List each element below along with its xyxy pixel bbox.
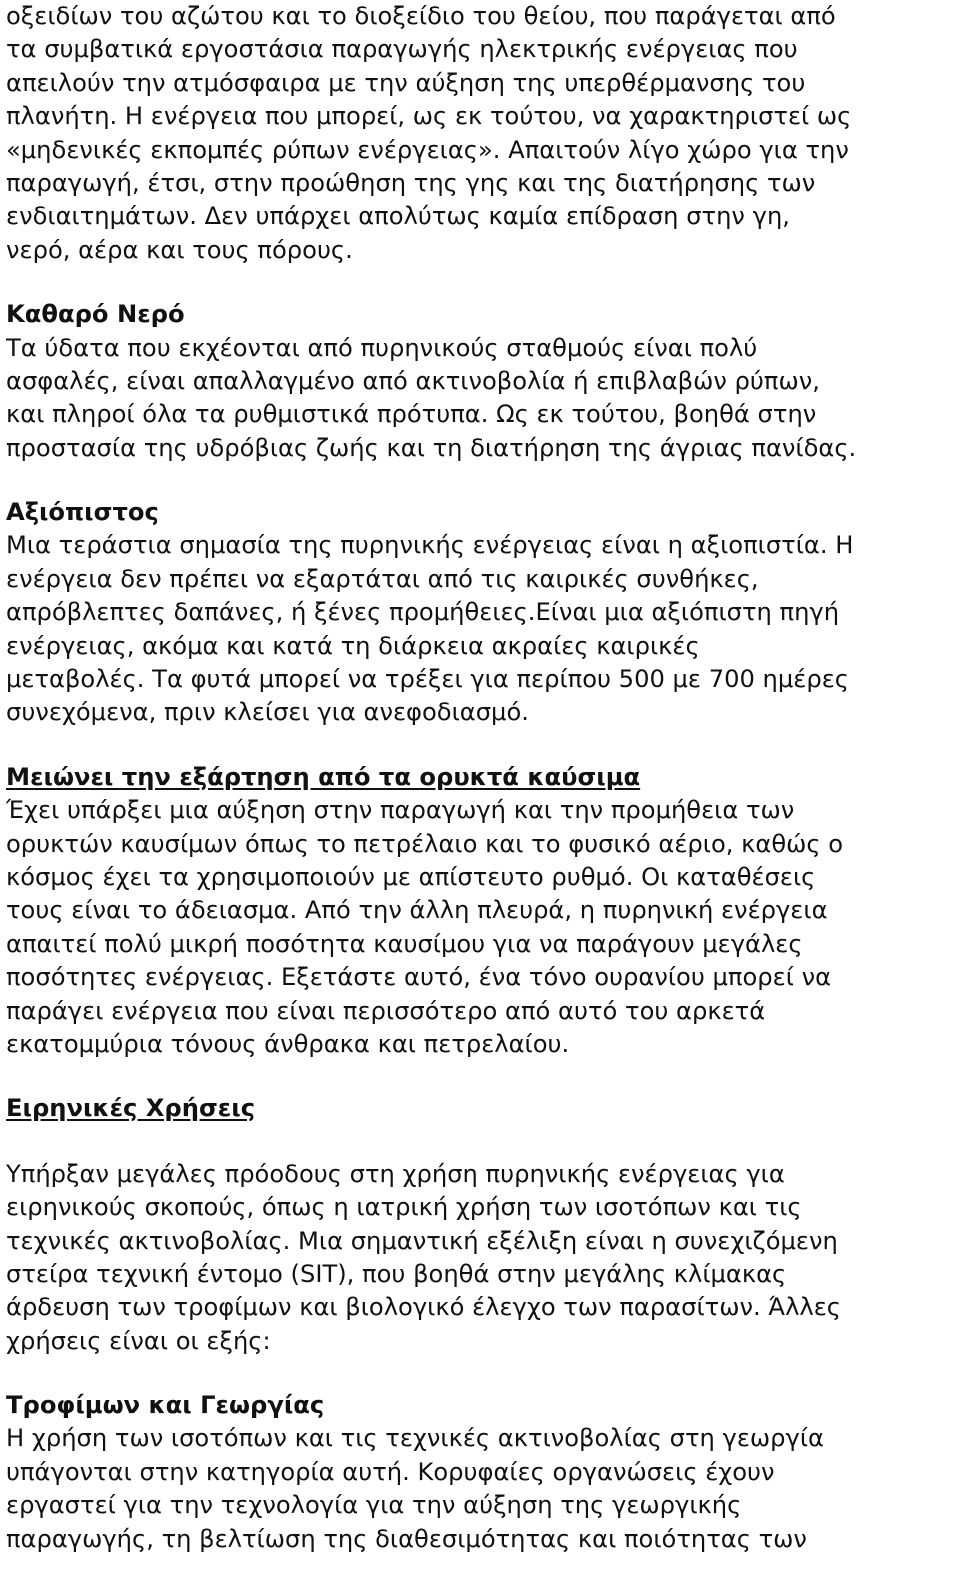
- text-line: ειρηνικούς σκοπούς, όπως η ιατρική χρήση των ισοτόπων και τις: [6, 1193, 802, 1222]
- spacer: [6, 465, 954, 496]
- section-fossil-fuels: [6, 761, 954, 1062]
- text-line: Έχει υπάρξει μια αύξηση στην παραγωγή και την προμήθεια των: [6, 796, 795, 825]
- section-heading: Μειώνει την εξάρτηση από τα ορυκτά καύσιμα: [6, 762, 641, 791]
- text-line: ενδιαιτημάτων. Δεν υπάρχει απολύτως καμία επίδραση στην γη,: [6, 202, 790, 231]
- intro-paragraph: [6, 0, 954, 267]
- text-line: οξειδίων του αζώτου και το διοξείδιο του θείου, που παράγεται από: [6, 2, 836, 30]
- section-clean-water: [6, 298, 954, 465]
- section-heading: Αξιόπιστος: [6, 498, 159, 527]
- text-line: Η χρήση των ισοτόπων και τις τεχνικές ακτινοβολίας στη γεωργία: [6, 1424, 824, 1453]
- section-reliable: [6, 496, 954, 730]
- text-line: ποσότητες ενέργειας. Εξετάστε αυτό, ένα τόνο ουρανίου μπορεί να: [6, 963, 832, 992]
- spacer: [6, 1358, 954, 1389]
- text-line: και πληροί όλα τα ρυθμιστικά πρότυπα. Ως εκ τούτου, βοηθά στην: [6, 400, 817, 429]
- text-line: προστασία της υδρόβιας ζωής και τη διατήρηση της άγριας πανίδας.: [6, 433, 857, 462]
- section-peaceful-uses: [6, 1092, 954, 1358]
- text-line: άρδευση των τροφίμων και βιολογικό έλεγχο των παρασίτων. Άλλες: [6, 1293, 841, 1322]
- spacer: [6, 730, 954, 761]
- text-line: τους είναι το άδειασμα. Από την άλλη πλευρά, η πυρηνική ενέργεια: [6, 896, 828, 925]
- text-line: παραγωγής, τη βελτίωση της διαθεσιμότητας και ποιότητας των: [6, 1524, 807, 1553]
- text-line: στείρα τεχνική έντομο (SIT), που βοηθά στην μεγάλης κλίμακας: [6, 1259, 787, 1288]
- text-line: υπάγονται στην κατηγορία αυτή. Κορυφαίες οργανώσεις έχουν: [6, 1457, 775, 1486]
- text-line: τα συμβατικά εργοστάσια παραγωγής ηλεκτρικής ενέργειας που: [6, 35, 798, 64]
- text-line: Υπήρξαν μεγάλες πρόοδους στη χρήση πυρηνικής ενέργειας για: [6, 1159, 785, 1188]
- text-line: απαιτεί πολύ μικρή ποσότητα καυσίμου για να παράγουν μεγάλες: [6, 929, 803, 958]
- text-line: απειλούν την ατμόσφαιρα με την αύξηση της υπερθέρμανσης του: [6, 68, 806, 97]
- spacer: [6, 1061, 954, 1092]
- text-line: απρόβλεπτες δαπάνες, ή ξένες προμήθειες.Είναι μια αξιόπιστη πηγή: [6, 598, 840, 627]
- text-line: πλανήτη. Η ενέργεια που μπορεί, ως εκ τούτου, να χαρακτηριστεί ως: [6, 102, 852, 131]
- text-line: «μηδενικές εκπομπές ρύπων ενέργειας». Απαιτούν λίγο χώρο για την: [6, 135, 849, 164]
- text-line: συνεχόμενα, πριν κλείσει για ανεφοδιασμό.: [6, 698, 529, 727]
- spacer: [6, 1126, 954, 1158]
- text-line: ορυκτών καυσίμων όπως το πετρέλαιο και το φυσικό αέριο, καθώς ο: [6, 829, 844, 858]
- document-page: [6, 0, 954, 1556]
- text-line: εργαστεί για την τεχνολογία για την αύξηση της γεωργικής: [6, 1491, 742, 1520]
- text-line: ενέργεια δεν πρέπει να εξαρτάται από τις καιρικές συνθήκες,: [6, 564, 759, 593]
- text-line: ενέργειας, ακόμα και κατά τη διάρκεια ακραίες καιρικές: [6, 631, 700, 660]
- text-line: εκατομμύρια τόνους άνθρακα και πετρελαίου.: [6, 1029, 570, 1058]
- section-heading: Ειρηνικές Χρήσεις: [6, 1094, 256, 1123]
- text-line: μεταβολές. Τα φυτά μπορεί να τρέξει για περίπου 500 με 700 ημέρες: [6, 665, 849, 694]
- section-heading: Καθαρό Νερό: [6, 300, 185, 329]
- text-line: νερό, αέρα και τους πόρους.: [6, 235, 353, 264]
- spacer: [6, 267, 954, 298]
- text-line: παράγει ενέργεια που είναι περισσότερο από αυτό του αρκετά: [6, 996, 766, 1025]
- text-line: παραγωγή, έτσι, στην προώθηση της γης και της διατήρησης των: [6, 168, 816, 197]
- text-line: χρήσεις είναι οι εξής:: [6, 1326, 271, 1355]
- text-line: Τα ύδατα που εκχέονται από πυρηνικούς σταθμούς είναι πολύ: [6, 333, 758, 362]
- text-line: Μια τεράστια σημασία της πυρηνικής ενέργειας είναι η αξιοπιστία. Η: [6, 531, 854, 560]
- text-line: κόσμος έχει τα χρησιμοποιούν με απίστευτο ρυθμό. Οι καταθέσεις: [6, 862, 816, 891]
- section-food-agriculture: [6, 1389, 954, 1556]
- text-line: τεχνικές ακτινοβολίας. Μια σημαντική εξέλιξη είναι η συνεχιζόμενη: [6, 1226, 838, 1255]
- text-line: ασφαλές, είναι απαλλαγμένο από ακτινοβολία ή επιβλαβών ρύπων,: [6, 366, 820, 395]
- section-heading: Τροφίμων και Γεωργίας: [6, 1391, 325, 1420]
